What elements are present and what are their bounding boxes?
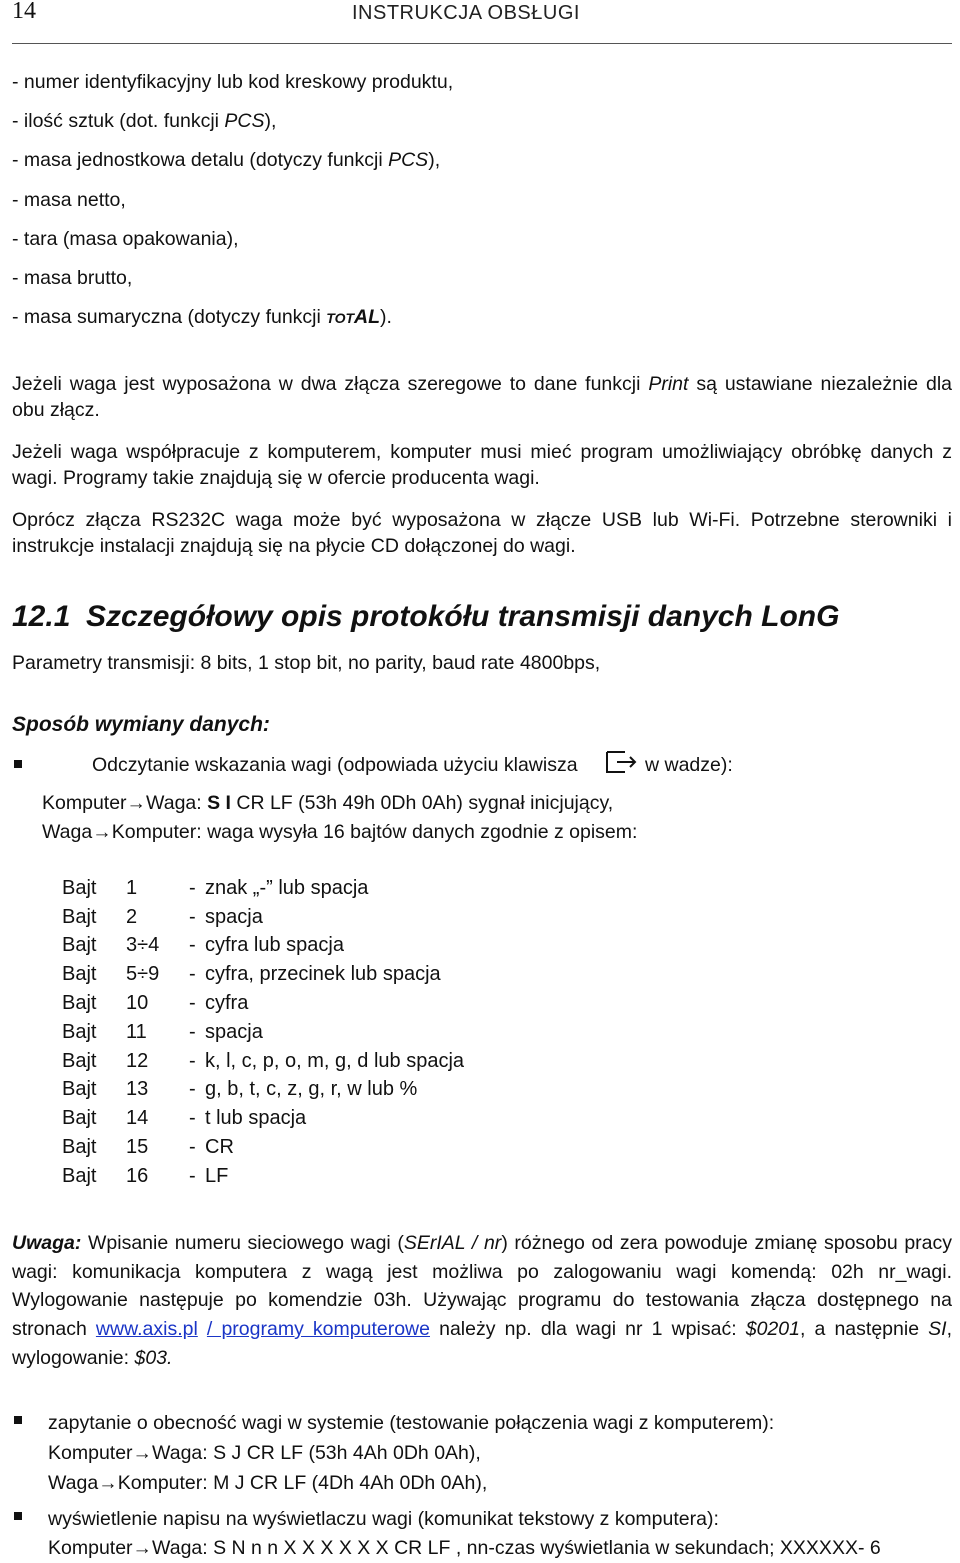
bullet-square (14, 1512, 22, 1520)
header-rule (12, 43, 952, 44)
arrow-icon: → (132, 1442, 153, 1464)
arrow-icon: → (132, 1537, 153, 1559)
list-item: - numer identyfikacyjny lub kod kreskowy produktu, (12, 71, 454, 93)
table-row: Bajt 15 - CR (62, 1136, 234, 1159)
table-row: Bajt 16 - LF (62, 1164, 229, 1187)
note-label: Uwaga: (12, 1232, 82, 1254)
table-row: Bajt 13 - g, b, t, c, z, g, r, w lub % (62, 1078, 418, 1101)
byte-table (62, 874, 464, 1191)
page-number: 14 (12, 0, 36, 24)
axis-website-link[interactable]: www.axis.pl (95, 1318, 198, 1341)
table-row: Bajt 12 - k, l, c, p, o, m, g, d lub spacja (62, 1049, 465, 1072)
page-header (0, 0, 960, 46)
section-number: 12.1 (12, 600, 71, 633)
table-row: Bajt 5÷9 - cyfra, przecinek lub spacja (62, 963, 441, 986)
software-link[interactable]: / programy komputerowe (206, 1318, 430, 1341)
table-row: Bajt 2 - spacja (62, 905, 263, 928)
exchange-subheading: Sposób wymiany danych: (12, 713, 270, 736)
table-row: Bajt 3÷4 - cyfra lub spacja (62, 934, 344, 957)
table-row: Bajt 11 - spacja (62, 1020, 263, 1043)
arrow-icon: → (98, 1472, 118, 1494)
response-line: Waga→Komputer: waga wysyła 16 bajtów danych zgodnie z opisem: (42, 821, 638, 843)
section-heading (12, 600, 839, 634)
paragraph-computer: Jeżeli waga współpracuje z komputerem, komputer musi mieć program umożliwiający obróbkę danych z wagi. Programy takie znajdują się w ofercie producenta wagi. (12, 441, 952, 489)
display-text-title: wyświetlenie napisu na wyświetlaczu wagi (komunikat tekstowy z komputera): (48, 1508, 719, 1530)
table-row: Bajt 10 - cyfra (62, 992, 249, 1015)
request-line: Komputer→Waga: S I CR LF (53h 49h 0Dh 0Ah) sygnał inicjujący, (42, 792, 614, 814)
presence-title: zapytanie o obecność wagi w systemie (testowanie połączenia wagi z komputerem): (48, 1412, 775, 1434)
display-text-request: Komputer→Waga: S N n n X X X X X X CR LF , nn-czas wyświetlania w sekundach; XXXXXX- 6 (48, 1537, 881, 1559)
list-item: - masa brutto, (12, 267, 133, 289)
list-item: - tara (masa opakowania), (12, 228, 239, 250)
read-display-label: Odczytanie wskazania wagi (odpowiada użyciu klawisza (92, 754, 578, 776)
print-key-icon (603, 748, 639, 776)
header-title: INSTRUKCJA OBSŁUGI (352, 2, 580, 24)
paragraph-print-ports: Jeżeli waga jest wyposażona w dwa złącza szeregowe to dane funkcji Print są ustawiane niezależnie dla obu złącz. (12, 373, 952, 421)
presence-request: Komputer→Waga: S J CR LF (53h 4Ah 0Dh 0Ah), (48, 1442, 481, 1464)
list-item: - masa sumaryczna (dotyczy funkcji totAL). (12, 306, 392, 328)
read-display-label-end: w wadze): (645, 754, 733, 776)
list-item: - ilość sztuk (dot. funkcji PCS), (12, 110, 277, 132)
section-title: Szczegółowy opis protokółu transmisji danych LonG (86, 600, 840, 633)
table-row: Bajt 1 - znak „-” lub spacja (62, 876, 369, 899)
list-item: - masa netto, (12, 189, 126, 211)
table-row: Bajt 14 - t lub spacja (62, 1107, 307, 1130)
presence-response: Waga→Komputer: M J CR LF (4Dh 4Ah 0Dh 0Ah), (48, 1472, 488, 1494)
paragraph-interfaces: Oprócz złącza RS232C waga może być wyposażona w złącze USB lub Wi-Fi. Potrzebne sterowniki i instrukcje instalacji znajdują się na płycie CD dołączonej do wagi. (12, 509, 952, 557)
note-paragraph: Uwaga: Wpisanie numeru sieciowego wagi (SErIAL / nr) różnego od zera powoduje zmianę sposobu pracy wagi: komunikacja komputera z wagą jest możliwa po zalogowaniu wagi komendą: 02h nr_wagi. Wylogowanie następuje po komendzie 03h. Używając programu do testowania złącza dostępnego na stronach www.axis.pl / programy komputerowe należy np. dla wagi nr 1 wpisać: $0201, a następnie SI, wylogowanie: $03. (12, 1232, 953, 1369)
bullet-square (14, 760, 22, 768)
list-item: - masa jednostkowa detalu (dotyczy funkcji PCS), (12, 149, 441, 171)
arrow-icon: → (92, 821, 112, 843)
transmission-params: Parametry transmisji: 8 bits, 1 stop bit, no parity, baud rate 4800bps, (12, 652, 601, 674)
arrow-icon: → (126, 792, 147, 814)
bullet-square (14, 1416, 22, 1424)
